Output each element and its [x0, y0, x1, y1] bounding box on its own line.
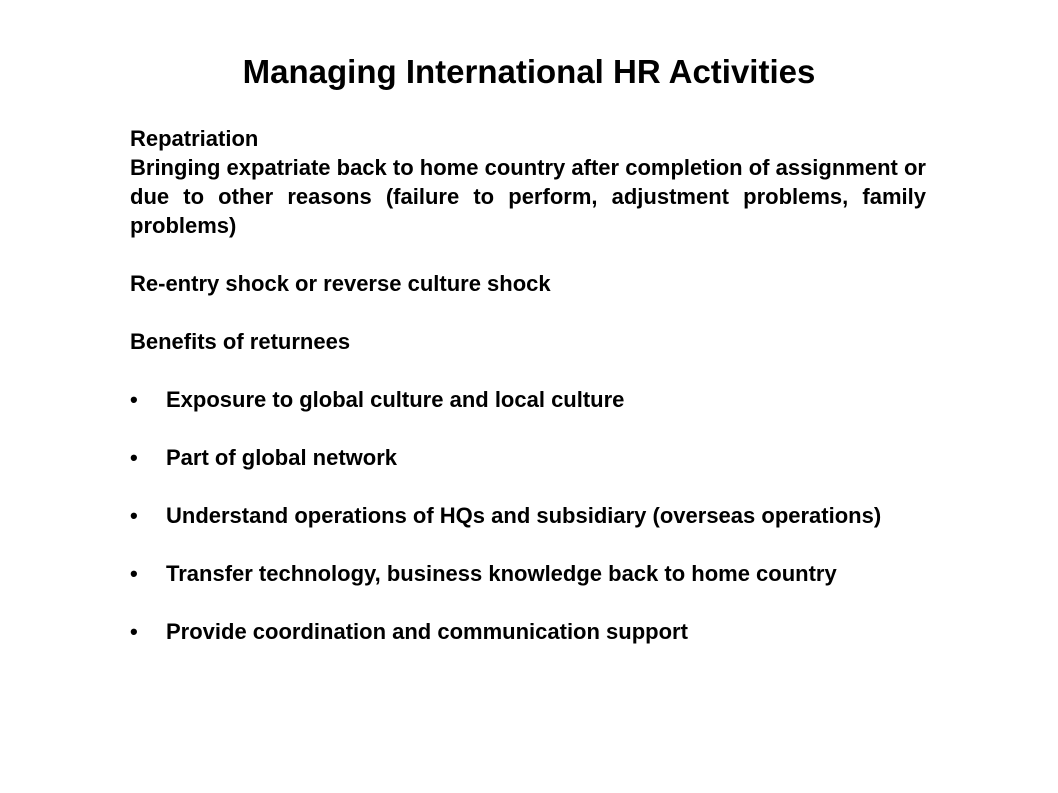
list-item	[130, 385, 926, 414]
list-item	[130, 559, 926, 588]
bullet-icon: •	[130, 503, 138, 528]
bullet-text: Provide coordination and communication support	[166, 619, 688, 644]
bullet-text: Part of global network	[166, 445, 398, 470]
bullet-icon: •	[130, 445, 138, 470]
spacer	[130, 298, 926, 327]
benefits-heading: Benefits of returnees	[130, 329, 351, 354]
repatriation-definition: Bringing expatriate back to home country after completion of assignment or due to other reasons (failure to perform, adjustment problems, family problems)	[130, 155, 926, 238]
bullet-icon: •	[130, 561, 138, 586]
spacer	[130, 240, 926, 269]
repatriation-heading: Repatriation	[130, 126, 259, 151]
list-item	[130, 501, 926, 530]
list-item	[130, 617, 926, 646]
bullet-icon: •	[130, 619, 138, 644]
bullet-text: Understand operations of HQs and subsidiary (overseas operations)	[166, 503, 882, 528]
list-item	[130, 443, 926, 472]
bullet-text: Transfer technology, business knowledge back to home country	[166, 561, 837, 586]
reentry-shock-text: Re-entry shock or reverse culture shock	[130, 271, 551, 296]
benefits-list	[130, 385, 926, 646]
slide-body	[130, 124, 926, 646]
bullet-text: Exposure to global culture and local culture	[166, 387, 625, 412]
spacer	[130, 356, 926, 385]
bullet-icon: •	[130, 387, 138, 412]
slide-title: Managing International HR Activities	[242, 53, 816, 90]
